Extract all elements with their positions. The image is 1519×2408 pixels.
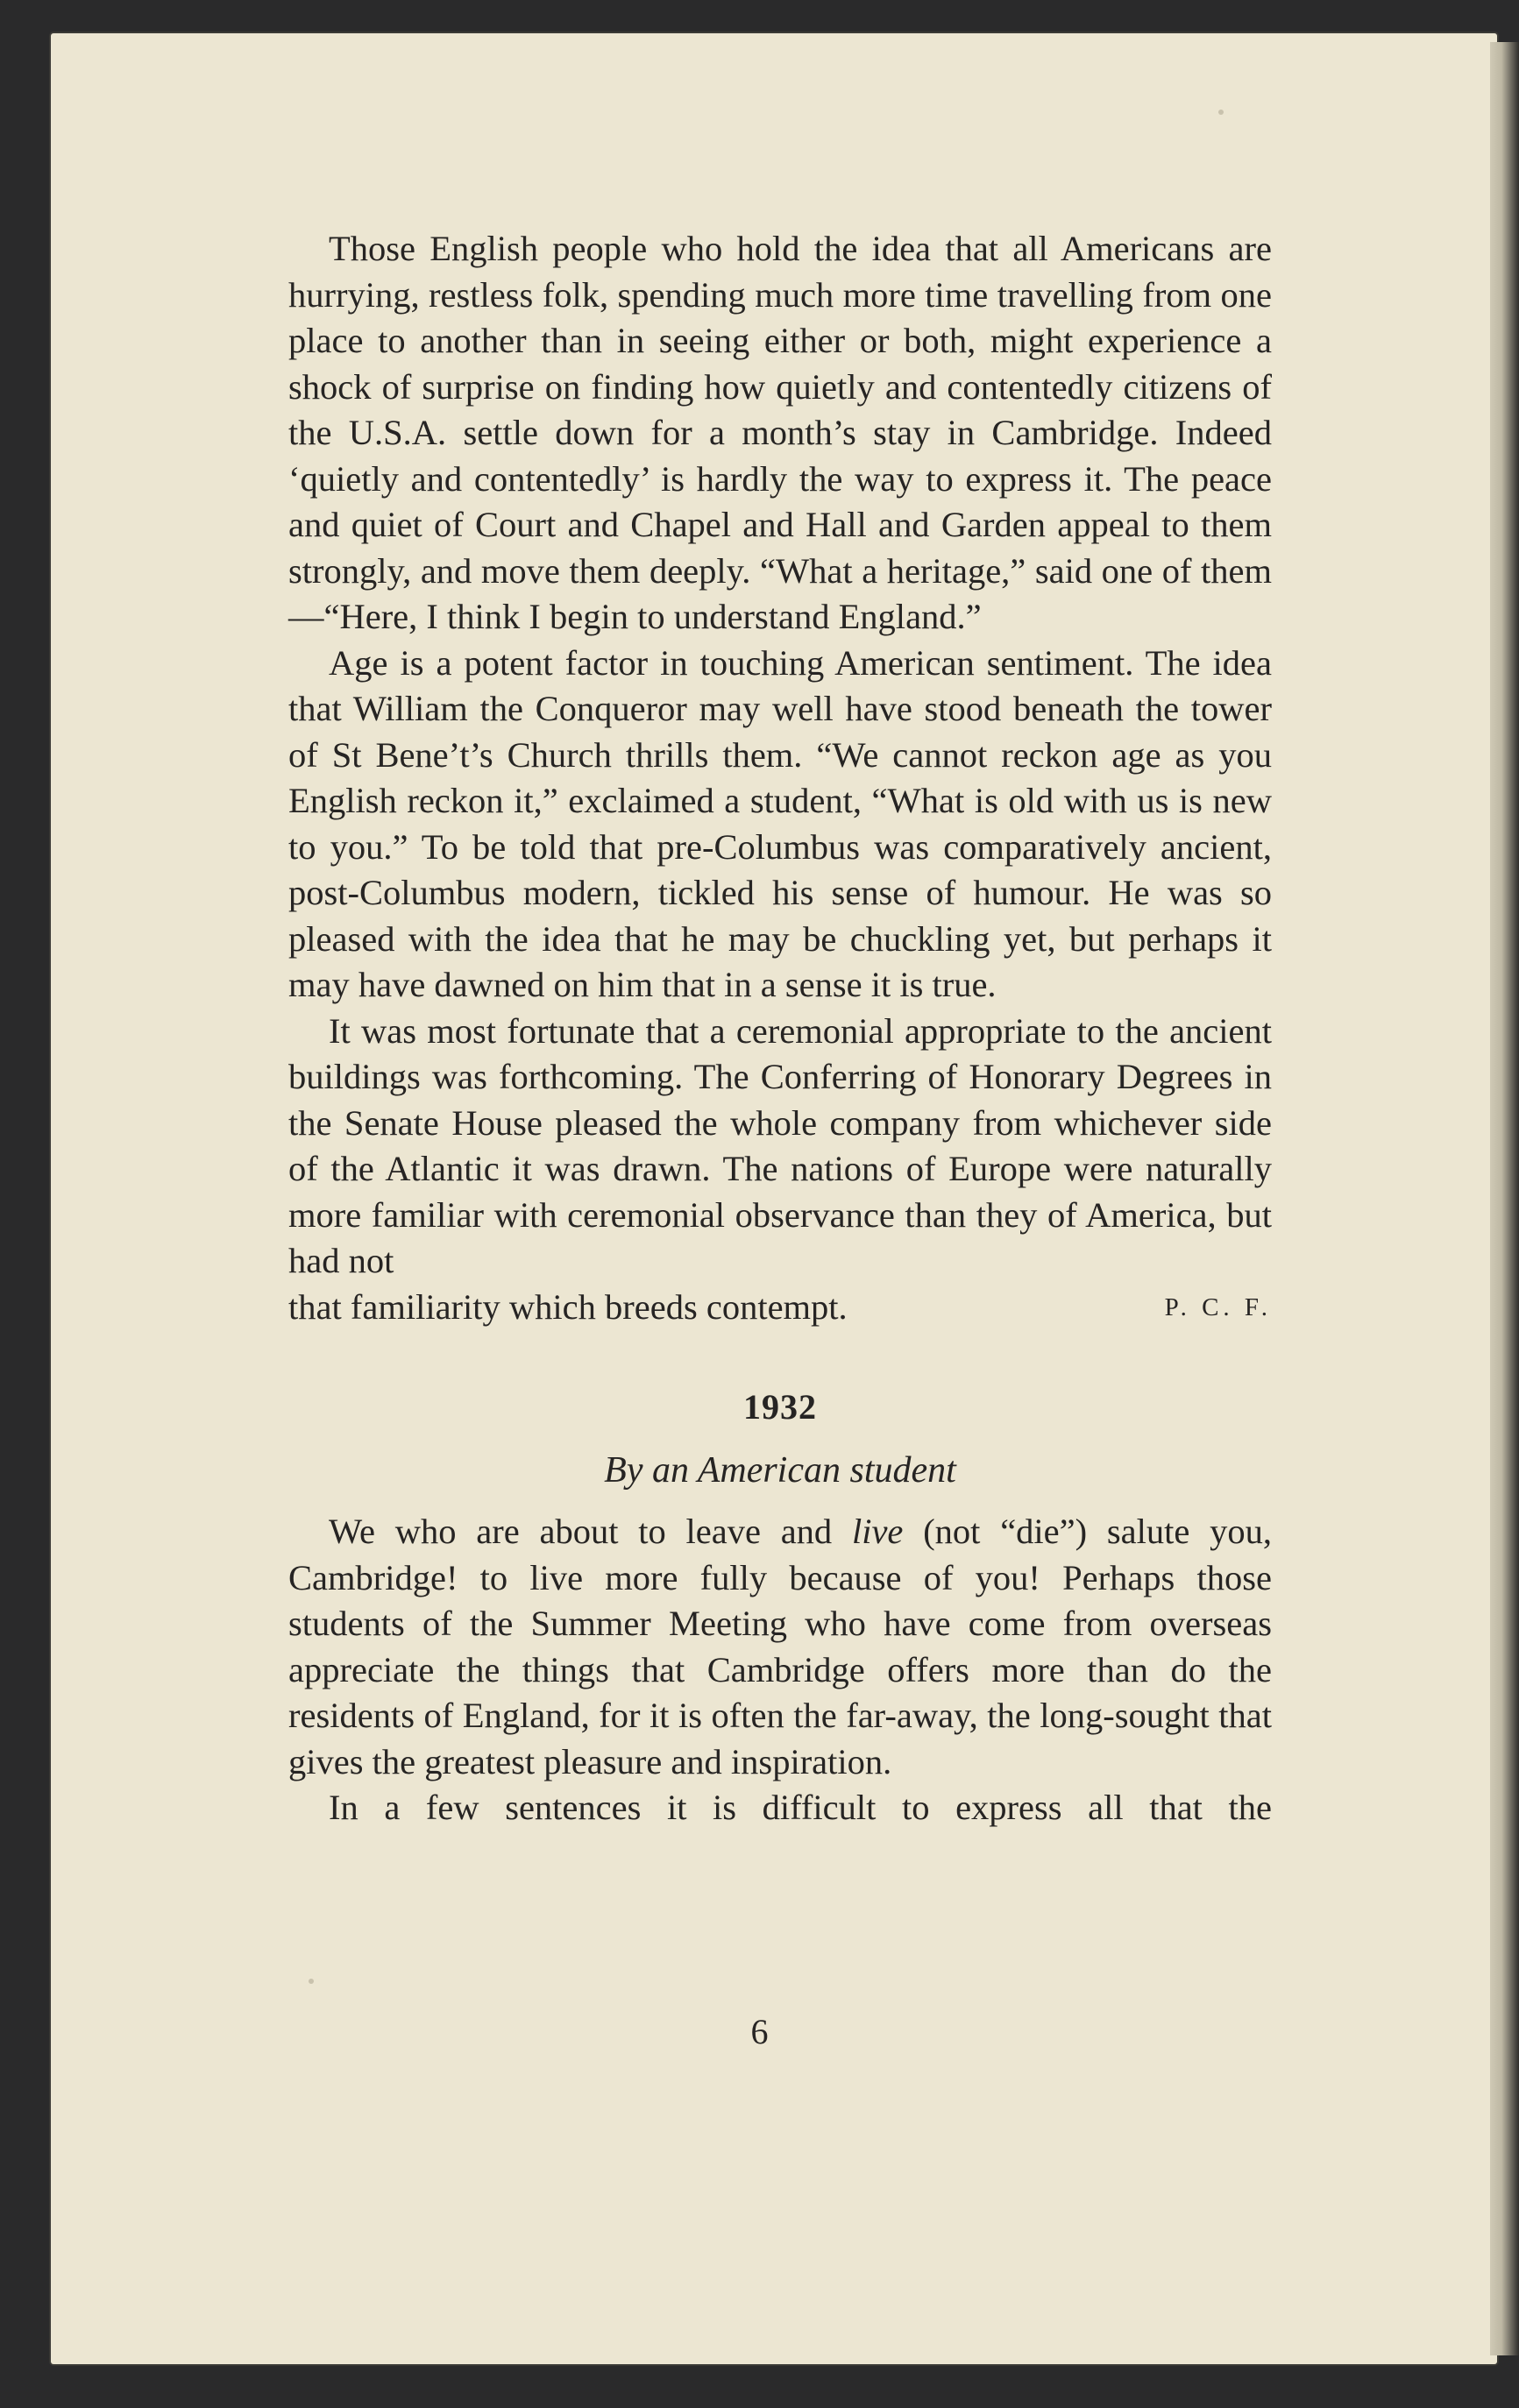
paper-speck — [1218, 110, 1224, 115]
paper-speck — [309, 1979, 314, 1984]
farewell-text-end: (not “die”) salute you, Cambridge! to live more fully because of you! Perhaps those students of the Summer Meeting who have come from overseas appreciate the things that Cambridge offers more than do the residents of England, for it is often the far-away, the long-sought that gives the greatest pleasure and inspiration. — [288, 1512, 1273, 1781]
paragraph-americans-in-cambridge: Those English people who hold the idea that all Americans are hurrying, restless folk, spending much more time travelling from one place to another than in seeing either or both, might experience a shock of surprise on finding how quietly and contentedly citizens of the U.S.A. settle down for a month’s stay in Cambridge. Indeed ‘quietly and contentedly’ is hardly the way to express it. The peace and quiet of Court and Chapel and Hall and Garden appeal to them strongly, and move them deeply. “What a heritage,” said one of them—“Here, I think I begin to understand England.” — [288, 229, 1272, 636]
page-number: 6 — [750, 2012, 769, 2051]
section-byline: By an American student — [604, 1450, 956, 1491]
paragraph-ceremonial: It was most fortunate that a ceremonial appropriate to the ancient buildings was forthcoming. The Conferring of Honorary Degrees in the Senate House pleased the whole company from whichever side of the Atlantic it was drawn. The nations of Europe were naturally more familiar with ceremonial observance than they of America, but had not — [288, 1010, 1272, 1280]
signoff-line — [288, 1285, 1272, 1331]
section-year-heading: 1932 — [743, 1387, 817, 1427]
paragraph-farewell — [288, 1509, 1272, 1785]
author-initials: P. C. F. — [1164, 1293, 1272, 1321]
paragraph-closing-start: In a few sentences it is difficult to express all that the — [329, 1788, 1272, 1827]
paragraph-age-sentiment: Age is a potent factor in touching American sentiment. The idea that William the Conqueror may well have stood beneath the tower of St Bene’t’s Church thrills them. “We cannot reckon age as you English reckon it,” exclaimed a student, “What is old with us is new to you.” To be told that pre-Columbus was comparatively ancient, post-Columbus modern, tickled his sense of humour. He was so pleased with the idea that he may be chuckling yet, but perhaps it may have dawned on him that in a sense it is true. — [288, 642, 1272, 1004]
farewell-italic-word: live — [851, 1512, 904, 1551]
body-text — [288, 226, 1272, 1831]
signoff-text: that familiarity which breeds contempt. — [288, 1286, 848, 1327]
page-edge — [1490, 42, 1519, 2355]
farewell-text-start: We who are about to leave and — [329, 1512, 852, 1551]
